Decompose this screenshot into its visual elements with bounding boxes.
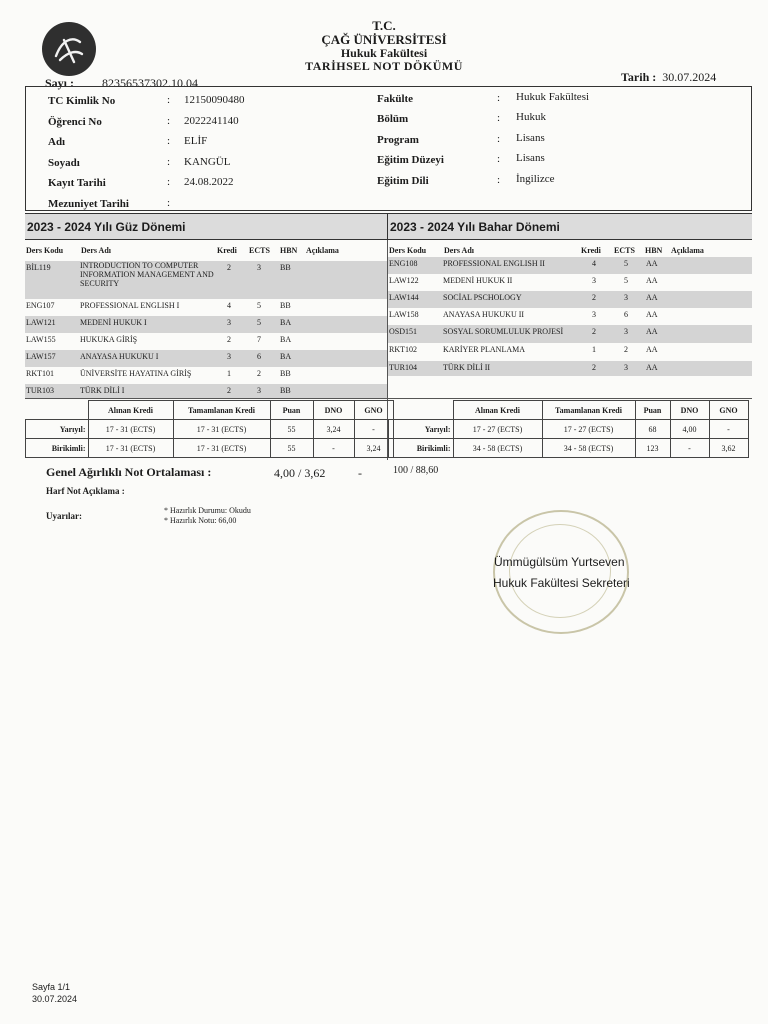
summary-row-label: Birikimli:	[389, 439, 454, 458]
course-code: RKT101	[26, 369, 54, 378]
course-code: OSD151	[389, 327, 418, 336]
summary-header: Alınan Kredi	[453, 401, 542, 420]
column-header-name: Ders Adı	[444, 246, 474, 255]
info-label: Bölüm	[377, 113, 409, 125]
course-name: MEDENİ HUKUK II	[443, 276, 513, 285]
course-code: BİL119	[26, 263, 51, 272]
course-row	[25, 299, 387, 316]
info-label: TC Kimlik No	[48, 95, 116, 107]
info-value: KANGÜL	[184, 156, 231, 168]
course-ects: 5	[624, 276, 628, 285]
column-header-kredi: Kredi	[581, 246, 601, 255]
course-row	[388, 257, 752, 274]
course-code: LAW144	[389, 293, 419, 302]
info-label: Eğitim Düzeyi	[377, 154, 444, 166]
summary-cell-tamamlanan: 34 - 58 (ECTS)	[542, 439, 635, 458]
course-grade: AA	[646, 327, 658, 336]
course-credit: 3	[592, 310, 596, 319]
summary-row-label: Birikimli:	[26, 439, 89, 458]
course-grade: AA	[646, 310, 658, 319]
course-grade: BB	[280, 301, 291, 310]
summary-header: GNO	[354, 401, 393, 420]
course-name: MEDENİ HUKUK I	[80, 318, 147, 327]
summary-cell-gno: 3,62	[709, 439, 748, 458]
summary-cell-tamamlanan: 17 - 31 (ECTS)	[173, 439, 270, 458]
column-header-ects: ECTS	[249, 246, 270, 255]
info-label: Fakülte	[377, 93, 414, 105]
summary-cell-gno: -	[354, 420, 393, 439]
course-name: ANAYASA HUKUKU II	[443, 310, 525, 319]
info-value: ELİF	[184, 135, 208, 147]
info-value: İngilizce	[516, 173, 555, 185]
summary-cell-dno: -	[670, 439, 709, 458]
course-credit: 2	[227, 386, 231, 395]
course-ects: 6	[257, 352, 261, 361]
course-credit: 3	[592, 276, 596, 285]
column-header-aciklama: Açıklama	[671, 246, 704, 255]
info-colon: :	[167, 135, 171, 147]
info-value: 12150090480	[184, 94, 245, 106]
course-name: HUKUKA GİRİŞ	[80, 335, 138, 344]
info-colon: :	[497, 153, 501, 165]
course-row	[25, 333, 387, 350]
column-header-name: Ders Adı	[81, 246, 111, 255]
course-ects: 3	[624, 293, 628, 302]
info-colon: :	[497, 133, 501, 145]
summary-header: DNO	[313, 401, 354, 420]
info-value: Lisans	[516, 152, 545, 164]
grade-legend-label: Harf Not Açıklama :	[46, 486, 125, 496]
gpa-value: 4,00 / 3,62	[274, 466, 326, 480]
info-label: Mezuniyet Tarihi	[48, 198, 129, 210]
info-colon: :	[167, 115, 171, 127]
column-header-kredi: Kredi	[217, 246, 237, 255]
course-grade: BB	[280, 369, 291, 378]
signatory-name: Ümmügülsüm Yurtseven	[494, 555, 625, 569]
course-ects: 5	[624, 259, 628, 268]
summary-cell-dno: 3,24	[313, 420, 354, 439]
summary-cell-puan: 55	[270, 439, 313, 458]
document-date: Tarih : 30.07.2024	[621, 70, 717, 84]
page-number: Sayfa 1/1	[32, 982, 71, 992]
summary-cell-puan: 68	[635, 420, 670, 439]
official-seal-icon	[493, 510, 629, 634]
course-grade: AA	[646, 259, 658, 268]
course-row	[388, 291, 752, 308]
course-ects: 3	[257, 386, 261, 395]
summary-header: Puan	[270, 401, 313, 420]
course-grade: AA	[646, 363, 658, 372]
summary-cell-dno: 4,00	[670, 420, 709, 439]
course-ects: 2	[257, 369, 261, 378]
gpa-dash: -	[358, 466, 362, 480]
course-credit: 2	[592, 363, 596, 372]
course-code: TUR104	[389, 363, 417, 372]
course-grade: AA	[646, 276, 658, 285]
summary-row-label: Yarıyıl:	[389, 420, 454, 439]
course-ects: 5	[257, 318, 261, 327]
summary-cell-tamamlanan: 17 - 31 (ECTS)	[173, 420, 270, 439]
info-value: Hukuk	[516, 111, 546, 123]
course-credit: 1	[227, 369, 231, 378]
info-colon: :	[497, 174, 501, 186]
course-code: TUR103	[26, 386, 54, 395]
info-label: Öğrenci No	[48, 116, 102, 128]
course-row	[388, 361, 752, 376]
course-grade: BB	[280, 263, 291, 272]
course-code: ENG107	[26, 301, 55, 310]
course-name: SOCİAL PSCHOLOGY	[443, 293, 522, 302]
course-code: LAW157	[26, 352, 56, 361]
course-ects: 6	[624, 310, 628, 319]
course-name: PROFESSIONAL ENGLISH I	[80, 301, 180, 310]
header-faculty: Hukuk Fakültesi	[340, 46, 428, 60]
course-credit: 2	[227, 263, 231, 272]
summary-row-label: Yarıyıl:	[26, 420, 89, 439]
info-colon: :	[497, 92, 501, 104]
course-row	[388, 325, 752, 343]
column-header-code: Ders Kodu	[389, 246, 427, 255]
course-name: TÜRK DİLİ I	[80, 386, 125, 395]
warnings-label: Uyarılar:	[46, 511, 82, 521]
course-row	[388, 274, 752, 291]
summary-cell-alinan: 17 - 31 (ECTS)	[88, 439, 173, 458]
column-header-ects: ECTS	[614, 246, 635, 255]
course-name: TÜRK DİLİ II	[443, 363, 491, 372]
course-row	[25, 316, 387, 333]
warning-item: * Hazırlık Durumu: Okudu	[164, 506, 251, 515]
column-header-hbn: HBN	[645, 246, 663, 255]
summary-cell-tamamlanan: 17 - 27 (ECTS)	[542, 420, 635, 439]
info-value: 24.08.2022	[184, 176, 234, 188]
info-label: Kayıt Tarihi	[48, 177, 106, 189]
document-title: TARİHSEL NOT DÖKÜMÜ	[305, 59, 463, 73]
column-header-code: Ders Kodu	[26, 246, 64, 255]
course-ects: 3	[624, 363, 628, 372]
document-number: Sayı : 82356537302.10.04	[45, 76, 199, 90]
course-row	[388, 343, 752, 361]
course-row	[25, 350, 387, 367]
info-colon: :	[167, 176, 171, 188]
course-credit: 2	[592, 327, 596, 336]
fall-term-title: 2023 - 2024 Yılı Güz Dönemi	[25, 213, 387, 240]
course-name: SOSYAL SORUMLULUK PROJESİ	[443, 327, 564, 336]
course-grade: BA	[280, 352, 292, 361]
course-grade: BA	[280, 318, 292, 327]
gpa-label: Genel Ağırlıklı Not Ortalaması :	[46, 465, 212, 479]
summary-table	[388, 400, 749, 458]
course-credit: 2	[592, 293, 596, 302]
summary-cell-dno: -	[313, 439, 354, 458]
info-value: Hukuk Fakültesi	[516, 91, 590, 103]
spring-term-title: 2023 - 2024 Yılı Bahar Dönemi	[387, 213, 752, 240]
footer-date: 30.07.2024	[32, 994, 78, 1004]
summary-header: GNO	[709, 401, 748, 420]
course-credit: 3	[227, 352, 231, 361]
course-ects: 5	[257, 301, 261, 310]
summary-cell-alinan: 34 - 58 (ECTS)	[453, 439, 542, 458]
course-credit: 1	[592, 345, 596, 354]
column-header-hbn: HBN	[280, 246, 298, 255]
course-code: LAW122	[389, 276, 419, 285]
summary-cell-alinan: 17 - 27 (ECTS)	[453, 420, 542, 439]
course-row	[25, 261, 387, 299]
course-row	[25, 384, 387, 398]
info-colon: :	[167, 156, 171, 168]
course-code: LAW155	[26, 335, 56, 344]
info-colon: :	[167, 197, 171, 209]
column-header-aciklama: Açıklama	[306, 246, 339, 255]
course-ects: 7	[257, 335, 261, 344]
course-credit: 4	[227, 301, 231, 310]
summary-header: Puan	[635, 401, 670, 420]
course-name: ANAYASA HUKUKU I	[80, 352, 159, 361]
score-value: 100 / 88,60	[393, 465, 439, 476]
summary-cell-puan: 55	[270, 420, 313, 439]
info-value: 2022241140	[184, 115, 239, 127]
summary-cell-gno: 3,24	[354, 439, 393, 458]
course-code: ENG108	[389, 259, 418, 268]
info-value: Lisans	[516, 132, 545, 144]
course-code: LAW158	[389, 310, 419, 319]
course-row	[388, 308, 752, 325]
course-ects: 2	[624, 345, 628, 354]
info-colon: :	[497, 112, 501, 124]
course-row	[25, 367, 387, 384]
summary-cell-puan: 123	[635, 439, 670, 458]
header-tc: T.C.	[372, 18, 396, 33]
summary-cell-gno: -	[709, 420, 748, 439]
summary-header: Alınan Kredi	[88, 401, 173, 420]
info-colon: :	[167, 94, 171, 106]
header-university: ÇAĞ ÜNİVERSİTESİ	[321, 32, 447, 47]
course-code: RKT102	[389, 345, 417, 354]
course-credit: 4	[592, 259, 596, 268]
course-grade: AA	[646, 345, 658, 354]
course-name: KARİYER PLANLAMA	[443, 345, 525, 354]
course-name: PROFESSIONAL ENGLISH II	[443, 259, 545, 268]
course-grade: BA	[280, 335, 292, 344]
info-label: Program	[377, 134, 419, 146]
summary-header: Tamamlanan Kredi	[173, 401, 270, 420]
course-name: ÜNİVERSİTE HAYATINA GİRİŞ	[80, 369, 192, 378]
course-code: LAW121	[26, 318, 56, 327]
summary-header: Tamamlanan Kredi	[542, 401, 635, 420]
course-ects: 3	[624, 327, 628, 336]
info-label: Eğitim Dili	[377, 175, 429, 187]
course-grade: AA	[646, 293, 658, 302]
course-credit: 3	[227, 318, 231, 327]
summary-table	[25, 400, 394, 458]
course-ects: 3	[257, 263, 261, 272]
summary-cell-alinan: 17 - 31 (ECTS)	[88, 420, 173, 439]
course-grade: BB	[280, 386, 291, 395]
signatory-title: Hukuk Fakültesi Sekreteri	[493, 576, 630, 590]
info-label: Adı	[48, 136, 66, 148]
course-credit: 2	[227, 335, 231, 344]
summary-header: DNO	[670, 401, 709, 420]
info-label: Soyadı	[48, 157, 80, 169]
warning-item: * Hazırlık Notu: 66,00	[164, 516, 237, 525]
course-name: INTRODUCTION TO COMPUTER INFORMATION MANAGEMENT AND SECURITY	[80, 261, 214, 288]
